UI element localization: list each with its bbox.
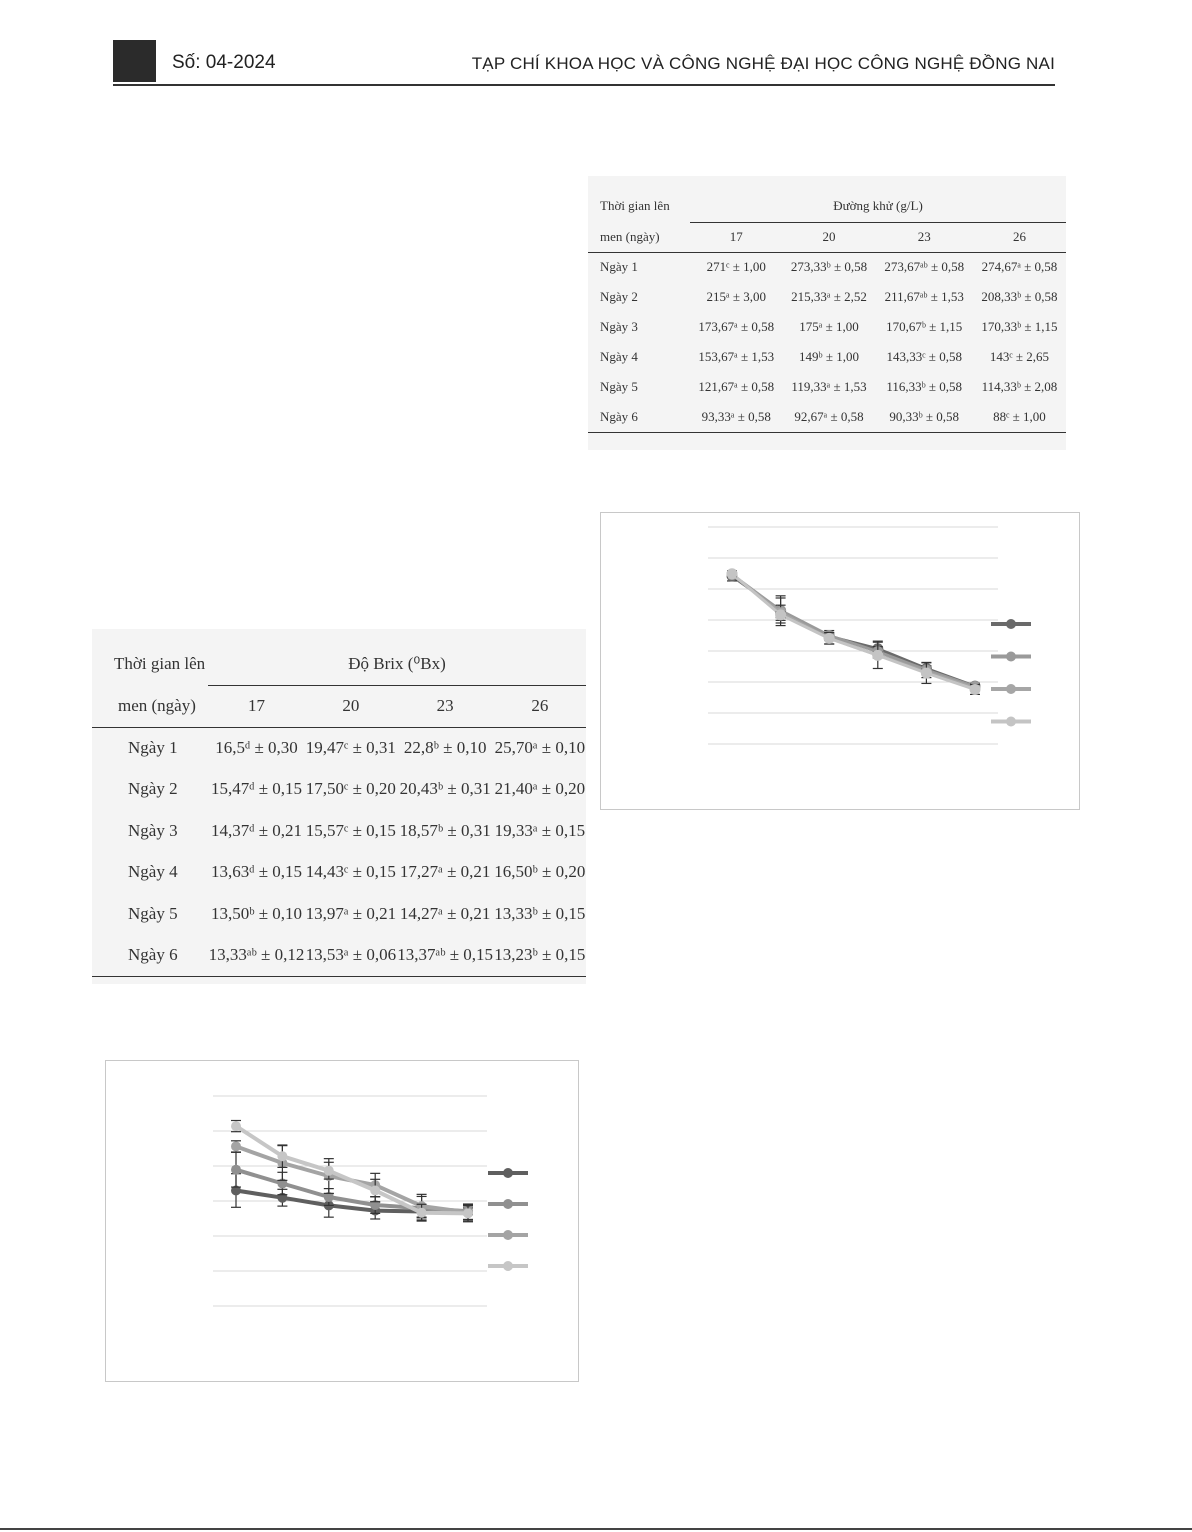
brix-table [92,629,586,984]
table-cell: 14,27ᵃ ± 0,21 [399,903,491,923]
row-label: Ngày 2 [128,779,178,799]
row-label: Ngày 3 [128,820,178,840]
table-cell: 143,33ᶜ ± 0,58 [886,349,962,364]
table-cell: 90,33ᵇ ± 0,58 [889,408,960,424]
table-group-header: Đường khử (g/L) [690,190,1066,222]
data-point [463,1208,473,1218]
table-cell: 92,67ᵃ ± 0,58 [794,408,864,424]
table-row [92,893,586,935]
table-cell: 153,67ᵃ ± 1,53 [698,349,775,364]
table-cell: 114,33ᵇ ± 2,08 [981,379,1058,394]
table-cell: 16,5ᵈ ± 0,30 [215,738,298,757]
table-row-header-line1: Thời gian lên [600,198,670,213]
table-cell: 121,67ᵃ ± 0,58 [698,379,775,394]
legend-marker [503,1261,513,1271]
table-cell: 271ᶜ ± 1,00 [706,259,766,275]
table-cell: 211,67ᵃᵇ ± 1,53 [884,289,964,304]
table-row [588,372,1066,402]
legend-marker [503,1168,513,1178]
row-label: Ngày 1 [600,259,638,275]
table-row [588,252,1066,282]
journal-title: TẠP CHÍ KHOA HỌC VÀ CÔNG NGHỆ ĐẠI HỌC CÔNG NGHỆ ĐỒNG NAI [471,54,1055,73]
legend-marker [1006,717,1016,727]
row-label: Ngày 4 [128,862,178,882]
reducing-sugar-table [588,176,1066,450]
header-rule [113,84,1055,86]
table-cell: 13,33ᵃᵇ ± 0,12 [208,945,305,964]
row-label: Ngày 5 [600,379,638,394]
table-cell: 17,50ᶜ ± 0,20 [305,779,396,799]
legend-marker [1006,619,1016,629]
column-header: 23 [917,229,931,244]
table-row [92,852,586,894]
table-cell: 143ᶜ ± 2,65 [989,349,1050,364]
table-cell: 13,97ᵃ ± 0,21 [305,903,397,923]
table-group-header: Độ Brix (⁰Bx) [208,643,586,685]
issue-number: Số: 04-2024 [172,52,276,73]
row-label: Ngày 6 [128,945,178,964]
data-point [417,1208,427,1218]
table-row [92,810,586,852]
table-cell: 16,50ᵇ ± 0,20 [494,862,586,882]
data-point [324,1166,334,1176]
table-row [588,402,1066,432]
column-header: 23 [436,696,454,715]
table-cell: 175ᵃ ± 1,00 [799,319,859,334]
table-cell: 14,43ᶜ ± 0,15 [305,862,396,882]
legend-marker [503,1199,513,1209]
column-header: 20 [342,696,360,715]
data-point [277,1151,287,1161]
table-row [92,935,586,977]
brix-chart-svg [106,1061,578,1381]
table-cell: 119,33ᵃ ± 1,53 [791,379,867,394]
table-cell: 170,33ᵇ ± 1,15 [981,319,1058,334]
header-color-block [113,40,156,82]
table-cell: 215,33ᵃ ± 2,52 [791,289,867,304]
reducing-sugar-chart-svg [601,513,1079,809]
table-row-header-line2: men (ngày) [118,695,196,715]
table-row [92,769,586,811]
table-cell: 215ᵃ ± 3,00 [706,289,766,304]
series-line [732,576,975,686]
table-row [588,312,1066,342]
data-point [231,1141,241,1151]
table-cell: 19,33ᵃ ± 0,15 [494,820,586,840]
data-point [775,609,786,620]
table-cell: 170,67ᵇ ± 1,15 [886,319,963,334]
table-cell: 273,33ᵇ ± 0,58 [790,259,868,275]
data-point [727,568,738,579]
table-cell: 22,8ᵇ ± 0,10 [403,738,487,757]
data-point [872,650,883,661]
table-cell: 13,33ᵇ ± 0,15 [494,903,586,923]
table-cell: 13,23ᵇ ± 0,15 [494,945,586,964]
table-cell: 14,37ᵈ ± 0,21 [210,820,303,840]
legend-marker [503,1230,513,1240]
table-row [588,342,1066,372]
table-cell: 20,43ᵇ ± 0,31 [399,779,491,799]
table-cell: 13,53ᵃ ± 0,06 [305,945,397,964]
data-point [370,1186,380,1196]
table-row-header-line2: men (ngày) [600,228,660,244]
table-cell: 274,67ᵃ ± 0,58 [981,259,1058,275]
table-cell: 88ᶜ ± 1,00 [993,408,1046,424]
column-header: 26 [1012,229,1026,244]
table-cell: 15,57ᶜ ± 0,15 [305,820,396,840]
row-label: Ngày 5 [128,903,178,923]
table-cell: 15,47ᵈ ± 0,15 [210,779,303,799]
series-line [732,574,975,688]
row-label: Ngày 3 [600,319,638,334]
table-cell: 17,27ᵃ ± 0,21 [399,862,491,882]
table-row-header-line1: Thời gian lên [114,654,206,673]
legend-marker [1006,684,1016,694]
column-header: 20 [822,229,836,244]
series-line [236,1170,468,1212]
series-line [732,575,975,687]
footer-rule [0,1528,1192,1530]
table-row [92,727,586,769]
table-cell: 116,33ᵇ ± 0,58 [886,379,963,394]
table-cell: 93,33ᵃ ± 0,58 [701,408,771,424]
column-header: 17 [248,696,265,715]
brix-chart [105,1060,579,1382]
column-header: 17 [729,229,743,244]
table-cell: 13,63ᵈ ± 0,15 [210,862,303,882]
data-point [970,684,981,695]
table-cell: 208,33ᵇ ± 0,58 [981,289,1058,304]
table-cell: 13,50ᵇ ± 0,10 [210,903,303,923]
data-point [921,668,932,679]
row-label: Ngày 4 [600,349,638,364]
table-cell: 13,37ᵃᵇ ± 0,15 [397,945,494,964]
row-label: Ngày 2 [600,289,638,304]
table-cell: 149ᵇ ± 1,00 [799,349,859,364]
row-label: Ngày 1 [128,738,178,757]
data-point [231,1121,241,1131]
data-point [231,1165,241,1175]
table-cell: 21,40ᵃ ± 0,20 [494,779,586,799]
table-cell: 173,67ᵃ ± 0,58 [698,319,775,334]
row-label: Ngày 6 [600,408,638,424]
data-point [824,633,835,644]
reducing-sugar-chart [600,512,1080,810]
table-row [588,282,1066,312]
table-cell: 19,47ᶜ ± 0,31 [305,738,396,757]
table-cell: 273,67ᵃᵇ ± 0,58 [884,259,965,275]
legend-marker [1006,652,1016,662]
table-cell: 25,70ᵃ ± 0,10 [494,738,586,757]
table-cell: 18,57ᵇ ± 0,31 [399,820,491,840]
column-header: 26 [531,696,549,715]
